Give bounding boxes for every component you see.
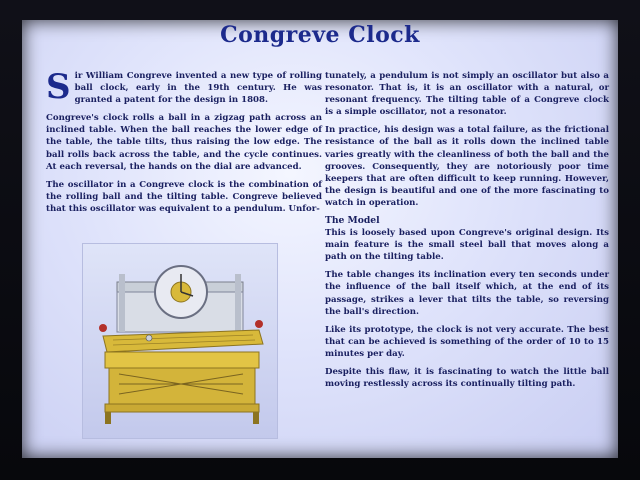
right-column <box>325 70 609 396</box>
congreve-clock-model-icon <box>83 244 277 438</box>
mechanism-paragraph: Congreve's clock rolls a ball in a zigzag path across an inclined table. When the ball reaches the lower edge of the table, the table tilts, thus raising the low edge. The ball rolls back across the table, and the cycle continues. At each reversal, the hands on the dial are advanced. <box>46 113 322 172</box>
model-paragraph: This is loosely based upon Congreve's original design. Its main feature is the small steel ball that moves along a path on the tilting table. <box>325 228 609 263</box>
practice-paragraph: In practice, his design was a total failure, as the frictional resistance of the ball as it rolls down the inclined table varies greatly with the cleanliness of both the ball and the grooves. Consequently, they are notoriously poor time keepers that are often difficult to keep running. However, the design is beautiful and one of the more fascinating to watch in operation. <box>325 125 609 208</box>
resonator-paragraph: tunately, a pendulum is not simply an oscillator but also a resonator. That is, it is an oscillator with a natural, or resonant frequency. The tilting table of a Congreve clock is a simple oscillator, not a resonator. <box>325 71 609 118</box>
oscillator-paragraph: The oscillator in a Congreve clock is the combination of the rolling ball and the tilting table. Congreve believed that this oscillator was equivalent to a pendulum. Unfor- <box>46 179 322 214</box>
intro-paragraph: Sir William Congreve invented a new type of rolling ball clock, early in the 19th century. He was granted a patent for the design in 1808. <box>46 67 322 107</box>
inclination-paragraph: The table changes its inclination every ten seconds under the influence of the ball itself which, at the end of its passage, strikes a lever that tilts the table, so reversing the ball's direction. <box>325 270 609 317</box>
accuracy-paragraph: Like its prototype, the clock is not very accurate. The best that can be achieved is something of the order of 10 to 15 minutes per day. <box>325 324 609 359</box>
dropcap: S <box>46 67 71 107</box>
left-column <box>46 67 322 221</box>
page-title: Congreve Clock <box>220 22 420 48</box>
model-heading: The Model <box>325 215 380 227</box>
clock-photo <box>82 243 278 439</box>
closing-paragraph: Despite this flaw, it is fascinating to watch the little ball moving restlessly across its continually tilting path. <box>325 366 609 390</box>
